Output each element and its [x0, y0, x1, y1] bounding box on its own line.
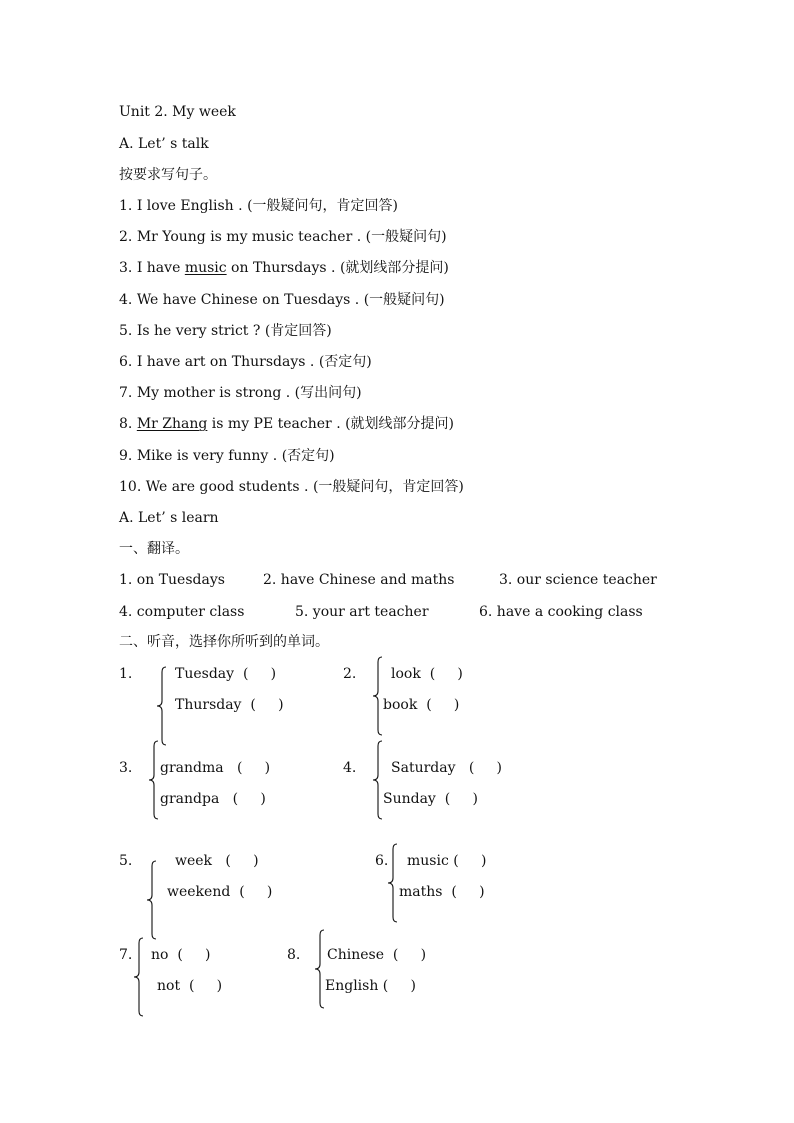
sentence-number: 3.: [119, 260, 133, 277]
sentence-text: is my PE teacher .: [207, 416, 346, 433]
sentence-text: Mike is very funny .: [136, 447, 282, 464]
word-choice: grandma ( ): [160, 760, 271, 776]
brace-icon: [146, 860, 160, 940]
word-choice: not ( ): [157, 978, 223, 994]
sentence-instruction: (一般疑问句，肯定回答): [247, 198, 398, 214]
word-choice: Chinese ( ): [327, 947, 427, 963]
word-choice: English ( ): [325, 978, 416, 994]
sentence-item: [119, 259, 449, 277]
word-choice: no ( ): [151, 947, 211, 963]
brace-icon: [156, 666, 170, 746]
word-choice: Thursday ( ): [175, 697, 284, 713]
word-choice: week ( ): [175, 853, 259, 869]
part2-heading: 二、听音，选择你所听到的单词。: [119, 634, 329, 650]
listen-item-number: 3.: [119, 760, 133, 776]
brace-icon: [372, 740, 386, 820]
sentence-instruction: (就划线部分提问): [339, 260, 449, 277]
sentence-number: 4.: [119, 291, 133, 308]
page-title: Unit 2. My week: [119, 104, 236, 120]
instruction-text: 按要求写句子。: [119, 167, 217, 183]
sentence-text: My mother is strong .: [136, 385, 295, 402]
word-choice: maths ( ): [399, 884, 485, 900]
sentence-instruction: (一般疑问句，肯定回答): [312, 478, 464, 495]
sentence-item: [119, 478, 464, 496]
word-choice: Tuesday ( ): [175, 666, 277, 682]
listen-item-number: 8.: [287, 947, 301, 963]
sentence-text: We have Chinese on Tuesdays .: [136, 291, 364, 308]
translate-item: 2. have Chinese and maths: [263, 572, 455, 588]
translate-item: 4. computer class: [119, 604, 245, 620]
part1-heading: 一、翻译。: [119, 541, 189, 557]
word-choice: music ( ): [407, 853, 487, 869]
sentence-text: I have: [136, 260, 185, 277]
sentence-item: [119, 415, 454, 433]
listen-item-number: 1.: [119, 666, 133, 682]
sentence-item: [119, 291, 445, 309]
listen-item-number: 6.: [375, 853, 389, 869]
sentence-text: I have art on Thursdays .: [136, 354, 319, 370]
brace-icon: [133, 937, 147, 1017]
word-choice: grandpa ( ): [160, 791, 266, 807]
listen-item-number: 2.: [343, 666, 357, 682]
sentence-number: 9.: [119, 447, 133, 464]
translate-item: 3. our science teacher: [499, 572, 657, 588]
sentence-number: 5.: [119, 322, 133, 339]
word-choice: weekend ( ): [167, 884, 273, 900]
sentence-text: Mr Young is my music teacher .: [136, 229, 366, 246]
sentence-item: [119, 447, 335, 465]
sentence-text: Is he very strict ?: [136, 322, 265, 339]
translate-item: 1. on Tuesdays: [119, 572, 225, 588]
sentence-instruction: (就划线部分提问): [345, 416, 455, 433]
sentence-instruction: (一般疑问句): [365, 229, 447, 246]
sentence-number: 6.: [119, 354, 133, 370]
sentence-instruction: (否定句): [281, 447, 335, 464]
underlined-text: music: [184, 260, 227, 277]
sentence-instruction: (一般疑问句): [363, 291, 445, 308]
sentence-item: [119, 384, 362, 402]
section-heading-learn: A. Let’ s learn: [119, 510, 219, 526]
listen-item-number: 4.: [343, 760, 357, 776]
listen-item-number: 7.: [119, 947, 133, 963]
sentence-item: [119, 197, 398, 215]
listen-item-number: 5.: [119, 853, 133, 869]
sentence-number: 10.: [119, 478, 142, 495]
word-choice: Sunday ( ): [383, 791, 478, 807]
sentence-item: [119, 228, 447, 246]
word-choice: Saturday ( ): [391, 760, 503, 776]
brace-icon: [314, 929, 328, 1009]
sentence-item: [119, 353, 372, 371]
word-choice: book ( ): [383, 697, 460, 713]
sentence-instruction: (写出问句): [294, 385, 362, 402]
sentence-text: on Thursdays .: [226, 260, 340, 277]
brace-icon: [148, 740, 162, 820]
translate-item: 6. have a cooking class: [479, 604, 643, 620]
sentence-instruction: (肯定回答): [264, 322, 332, 339]
sentence-number: 2.: [119, 229, 133, 246]
section-heading-talk: A. Let’ s talk: [119, 136, 209, 152]
sentence-instruction: (否定句): [318, 354, 372, 370]
word-choice: look ( ): [391, 666, 463, 682]
translate-item: 5. your art teacher: [295, 604, 429, 620]
sentence-number: 8.: [119, 416, 133, 433]
underlined-text: Mr Zhang: [136, 416, 208, 433]
sentence-text: We are good students .: [145, 478, 313, 495]
sentence-item: [119, 322, 332, 340]
sentence-number: 1.: [119, 198, 133, 214]
sentence-text: I love English .: [136, 198, 248, 214]
sentence-number: 7.: [119, 385, 133, 402]
